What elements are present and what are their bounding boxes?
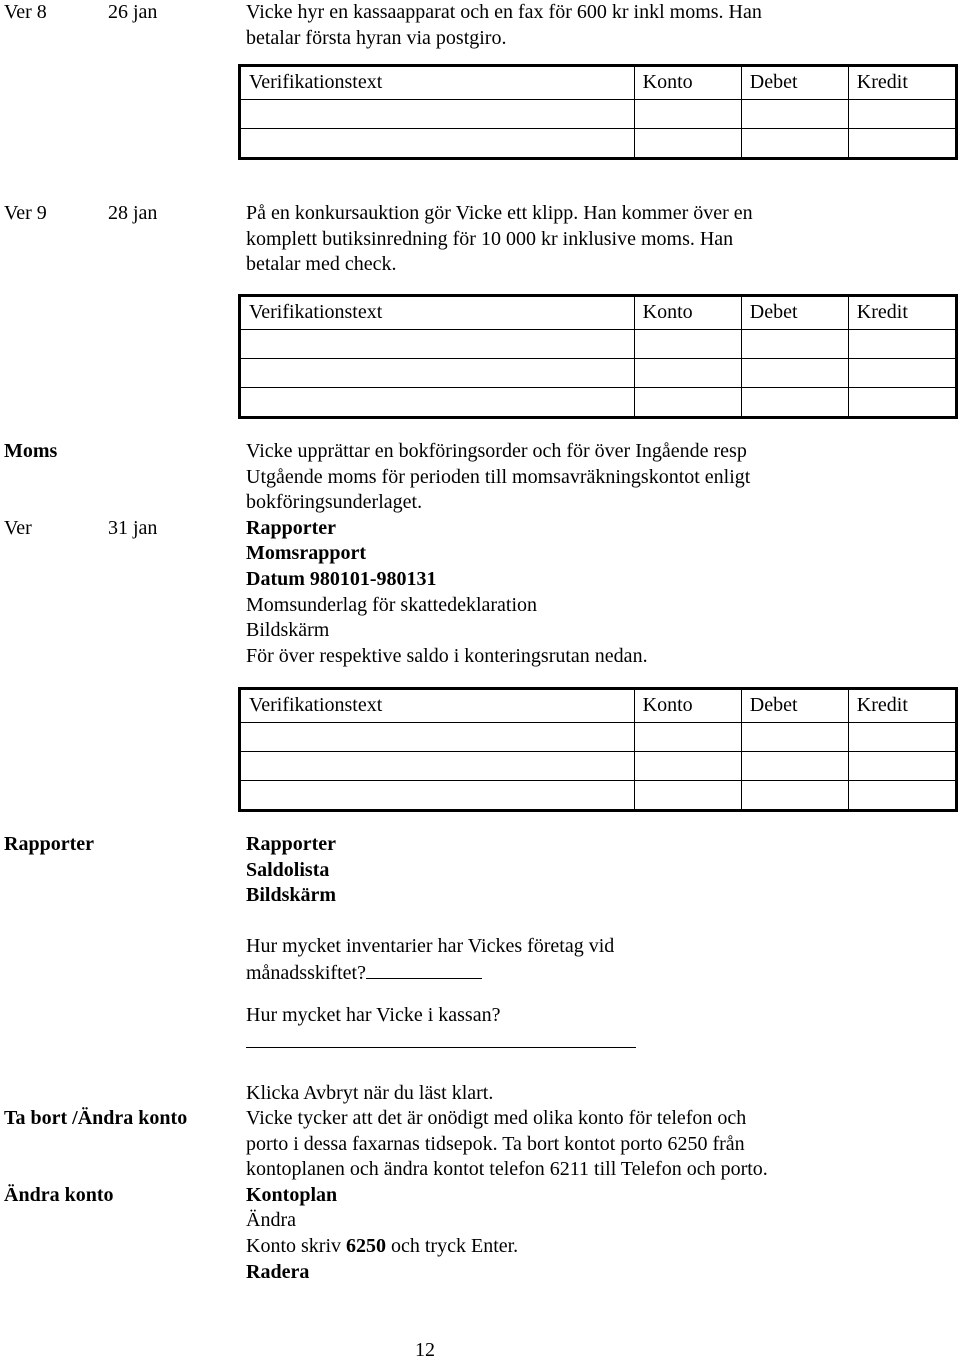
menu-rapporter[interactable]: Rapporter [246, 516, 336, 539]
entry-cell[interactable] [848, 330, 956, 359]
ver9-label: Ver 9 [4, 202, 47, 224]
entry-cell[interactable] [848, 100, 956, 129]
menu-andra[interactable]: Ändra [246, 1209, 296, 1232]
entry-cell[interactable] [741, 359, 848, 388]
konto-skriv-instruction [246, 1234, 768, 1260]
entry-cell[interactable] [240, 388, 635, 418]
header-debet: Debet [741, 689, 848, 723]
konto-heading1: Ta bort /Ändra konto [4, 1107, 188, 1129]
entry-cell[interactable] [240, 100, 635, 129]
entry-cell[interactable] [634, 781, 741, 811]
entry-cell[interactable] [240, 129, 635, 159]
table-row [240, 359, 957, 388]
entry-cell[interactable] [848, 752, 956, 781]
konto-text-line1: Vicke tycker att det är onödigt med olika konto för telefon och [246, 1107, 747, 1129]
entry-cell[interactable] [848, 388, 956, 418]
table-header-row [240, 66, 957, 100]
menu-rapporter[interactable]: Rapporter [246, 833, 336, 855]
ver8-label: Ver 8 [4, 1, 47, 23]
bildskarm-option[interactable]: Bildskärm [246, 619, 330, 642]
moms-text-line3: bokföringsunderlaget. [246, 491, 423, 514]
header-konto: Konto [634, 689, 741, 723]
moms-text-line2: Utgående moms för perioden till momsavräkningskontot enligt [246, 465, 751, 488]
question2: Hur mycket har Vicke i kassan? [246, 1004, 501, 1026]
table-row [240, 100, 957, 129]
konto-description [246, 1106, 768, 1285]
header-debet: Debet [741, 66, 848, 100]
konto-skriv-pre: Konto skriv [246, 1234, 346, 1257]
moms-description [246, 439, 750, 669]
menu-bildskarm[interactable]: Bildskärm [246, 884, 337, 907]
table-row [240, 752, 957, 781]
momsunderlag-option[interactable]: Momsunderlag för skattedeklaration [246, 593, 538, 616]
ver8-text-line1: Vicke hyr en kassaapparat och en fax för 600 kr inkl moms. Han [246, 1, 762, 23]
menu-saldolista[interactable]: Saldolista [246, 858, 330, 881]
menu-kontoplan[interactable]: Kontoplan [246, 1183, 338, 1206]
header-konto: Konto [634, 296, 741, 330]
question-inventarier [246, 934, 614, 986]
table-header-row [240, 689, 957, 723]
entry-cell[interactable] [848, 359, 956, 388]
konto-number: 6250 [346, 1234, 386, 1257]
entry-cell[interactable] [741, 330, 848, 359]
entry-cell[interactable] [634, 129, 741, 159]
header-verifikationstext: Verifikationstext [240, 66, 635, 100]
header-debet: Debet [741, 296, 848, 330]
entry-cell[interactable] [240, 723, 635, 752]
entry-cell[interactable] [848, 129, 956, 159]
ver9-date: 28 jan [108, 202, 158, 224]
entry-cell[interactable] [741, 723, 848, 752]
konto-skriv-post: och tryck Enter. [386, 1234, 519, 1257]
table-row [240, 129, 957, 159]
konto-text-line3: kontoplanen och ändra kontot telefon 6211 till Telefon och porto. [246, 1158, 768, 1181]
answer1-blank[interactable] [366, 960, 482, 979]
ver8-text-line2: betalar första hyran via postgiro. [246, 26, 507, 49]
ver8-date: 26 jan [108, 1, 158, 23]
moms-instruction: För över respektive saldo i konteringsrutan nedan. [246, 644, 648, 667]
table-row [240, 388, 957, 418]
header-konto: Konto [634, 66, 741, 100]
entry-cell[interactable] [634, 330, 741, 359]
entry-cell[interactable] [848, 781, 956, 811]
question1-line1: Hur mycket inventarier har Vickes företag vid [246, 935, 615, 957]
entry-cell[interactable] [848, 723, 956, 752]
header-kredit: Kredit [848, 296, 956, 330]
table-header-row [240, 296, 957, 330]
entry-cell[interactable] [741, 388, 848, 418]
entry-cell[interactable] [634, 752, 741, 781]
rapporter-menu-path [246, 832, 336, 909]
entry-cell[interactable] [634, 100, 741, 129]
moms-date: 31 jan [108, 517, 158, 539]
header-verifikationstext: Verifikationstext [240, 296, 635, 330]
rapporter-heading: Rapporter [4, 833, 94, 855]
entry-cell[interactable] [741, 100, 848, 129]
entry-cell[interactable] [741, 129, 848, 159]
moms-text-line1: Vicke upprättar en bokföringsorder och för över Ingående resp [246, 440, 747, 462]
header-kredit: Kredit [848, 66, 956, 100]
menu-radera[interactable]: Radera [246, 1260, 310, 1283]
ver9-text-line3: betalar med check. [246, 253, 397, 276]
entry-cell[interactable] [634, 723, 741, 752]
ver9-text-line2: komplett butiksinredning för 10 000 kr inklusive moms. Han [246, 227, 734, 250]
entry-cell[interactable] [240, 330, 635, 359]
konto-heading2: Ändra konto [4, 1184, 114, 1206]
entry-cell[interactable] [240, 781, 635, 811]
entry-cell[interactable] [634, 359, 741, 388]
table-row [240, 781, 957, 811]
header-kredit: Kredit [848, 689, 956, 723]
moms-ver-label: Ver [4, 517, 32, 539]
moms-entry-table [238, 687, 958, 812]
table-row [240, 330, 957, 359]
question-kassan [246, 1003, 500, 1029]
header-verifikationstext: Verifikationstext [240, 689, 635, 723]
konto-text-line2: porto i dessa faxarnas tidsepok. Ta bort kontot porto 6250 från [246, 1132, 745, 1155]
ver9-text-line1: På en konkursauktion gör Vicke ett klipp. Han kommer över en [246, 202, 753, 224]
entry-cell[interactable] [634, 388, 741, 418]
ver8-description [246, 0, 762, 51]
question1-line2: månadsskiftet? [246, 961, 366, 984]
moms-heading: Moms [4, 440, 58, 462]
table-row [240, 723, 957, 752]
page-number: 12 [415, 1339, 435, 1361]
ver9-description [246, 201, 753, 278]
entry-cell[interactable] [240, 752, 635, 781]
ver9-entry-table [238, 294, 958, 419]
entry-cell[interactable] [741, 752, 848, 781]
close-note: Klicka Avbryt när du läst klart. [246, 1082, 494, 1104]
ver8-entry-table [238, 64, 958, 160]
answer2-blank[interactable] [246, 1047, 636, 1048]
entry-cell[interactable] [741, 781, 848, 811]
menu-momsrapport[interactable]: Momsrapport [246, 542, 366, 565]
entry-cell[interactable] [240, 359, 635, 388]
date-range: Datum 980101-980131 [246, 567, 437, 590]
